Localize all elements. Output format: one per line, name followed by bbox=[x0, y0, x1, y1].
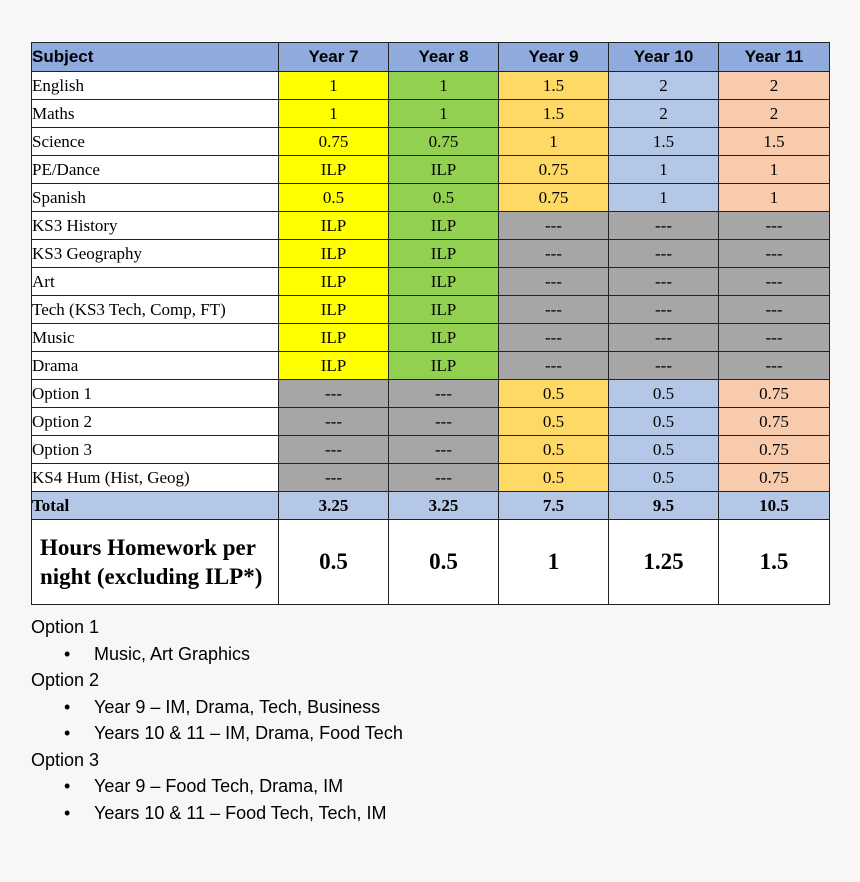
value-cell: 0.75 bbox=[719, 408, 830, 436]
value-cell: --- bbox=[389, 464, 499, 492]
hours-year-8: 0.5 bbox=[389, 520, 499, 605]
value-cell: 1.5 bbox=[609, 128, 719, 156]
value-cell: --- bbox=[499, 212, 609, 240]
value-cell: --- bbox=[609, 324, 719, 352]
value-cell: ILP bbox=[279, 268, 389, 296]
value-cell: --- bbox=[719, 240, 830, 268]
value-cell: 0.75 bbox=[499, 156, 609, 184]
value-cell: ILP bbox=[279, 156, 389, 184]
total-year-11: 10.5 bbox=[719, 492, 830, 520]
header-year-7: Year 7 bbox=[279, 43, 389, 72]
value-cell: 0.5 bbox=[609, 436, 719, 464]
value-cell: 1 bbox=[609, 156, 719, 184]
value-cell: 1 bbox=[389, 72, 499, 100]
list-item bbox=[31, 694, 403, 721]
value-cell: --- bbox=[719, 268, 830, 296]
list-item bbox=[31, 773, 403, 800]
value-cell: 0.75 bbox=[279, 128, 389, 156]
value-cell: --- bbox=[719, 324, 830, 352]
bullet-icon: • bbox=[64, 802, 71, 823]
value-cell: 1 bbox=[279, 100, 389, 128]
total-year-7: 3.25 bbox=[279, 492, 389, 520]
value-cell: --- bbox=[499, 296, 609, 324]
value-cell: 1 bbox=[279, 72, 389, 100]
value-cell: 0.75 bbox=[499, 184, 609, 212]
header-year-8: Year 8 bbox=[389, 43, 499, 72]
value-cell: 1 bbox=[719, 156, 830, 184]
table-row bbox=[32, 184, 830, 212]
table-row bbox=[32, 156, 830, 184]
value-cell: 0.75 bbox=[719, 464, 830, 492]
option-2-heading: Option 2 bbox=[31, 670, 100, 690]
value-cell: --- bbox=[499, 324, 609, 352]
value-cell: 1 bbox=[609, 184, 719, 212]
subject-cell: Tech (KS3 Tech, Comp, FT) bbox=[32, 296, 279, 324]
value-cell: ILP bbox=[389, 156, 499, 184]
header-row bbox=[32, 43, 830, 72]
value-cell: --- bbox=[279, 464, 389, 492]
value-cell: 0.75 bbox=[719, 380, 830, 408]
table-row bbox=[32, 380, 830, 408]
subject-cell: Drama bbox=[32, 352, 279, 380]
list-item-text: Years 10 & 11 – IM, Drama, Food Tech bbox=[94, 723, 403, 743]
list-item bbox=[31, 800, 403, 827]
value-cell: --- bbox=[279, 408, 389, 436]
table-row bbox=[32, 464, 830, 492]
option-3-heading: Option 3 bbox=[31, 749, 100, 770]
value-cell: 0.5 bbox=[609, 408, 719, 436]
value-cell: --- bbox=[499, 268, 609, 296]
list-item-text: Year 9 – IM, Drama, Tech, Business bbox=[94, 696, 381, 717]
value-cell: 2 bbox=[609, 72, 719, 100]
bullet-icon: • bbox=[64, 643, 71, 664]
subject-cell: Maths bbox=[32, 100, 279, 128]
value-cell: 0.5 bbox=[499, 464, 609, 492]
total-year-8: 3.25 bbox=[389, 492, 499, 520]
value-cell: --- bbox=[609, 212, 719, 240]
value-cell: ILP bbox=[389, 240, 499, 268]
table-row bbox=[32, 268, 830, 296]
hours-label: Hours Homework per night (excluding ILP*) bbox=[32, 520, 279, 605]
value-cell: --- bbox=[389, 408, 499, 436]
value-cell: 0.5 bbox=[499, 380, 609, 408]
value-cell: 2 bbox=[719, 72, 830, 100]
value-cell: 0.5 bbox=[609, 380, 719, 408]
hours-year-10: 1.25 bbox=[609, 520, 719, 605]
value-cell: 2 bbox=[609, 100, 719, 128]
table-row bbox=[32, 436, 830, 464]
homework-table bbox=[31, 42, 830, 605]
list-item-text: Music, Art Graphics bbox=[94, 643, 251, 664]
value-cell: --- bbox=[499, 352, 609, 380]
option-1-heading: Option 1 bbox=[31, 617, 100, 637]
bullet-icon: • bbox=[64, 776, 71, 796]
subject-cell: Spanish bbox=[32, 184, 279, 212]
hours-row bbox=[32, 520, 830, 605]
option-1-list bbox=[31, 641, 403, 668]
value-cell: 1.5 bbox=[499, 100, 609, 128]
value-cell: 1 bbox=[499, 128, 609, 156]
value-cell: 1 bbox=[719, 184, 830, 212]
hours-year-11: 1.5 bbox=[719, 520, 830, 605]
subject-cell: KS3 Geography bbox=[32, 240, 279, 268]
table-row bbox=[32, 212, 830, 240]
value-cell: ILP bbox=[389, 296, 499, 324]
hours-year-7: 0.5 bbox=[279, 520, 389, 605]
hours-year-9: 1 bbox=[499, 520, 609, 605]
total-year-10: 9.5 bbox=[609, 492, 719, 520]
header-year-9: Year 9 bbox=[499, 43, 609, 72]
table-row bbox=[32, 128, 830, 156]
subject-cell: PE/Dance bbox=[32, 156, 279, 184]
subject-cell: KS4 Hum (Hist, Geog) bbox=[32, 464, 279, 492]
value-cell: 0.75 bbox=[389, 128, 499, 156]
value-cell: 0.5 bbox=[609, 464, 719, 492]
list-item bbox=[31, 720, 403, 747]
header-subject: Subject bbox=[32, 43, 279, 72]
table-row bbox=[32, 352, 830, 380]
table-row bbox=[32, 240, 830, 268]
value-cell: ILP bbox=[389, 268, 499, 296]
list-item-text: Year 9 – Food Tech, Drama, IM bbox=[94, 776, 344, 796]
subject-cell: Option 1 bbox=[32, 380, 279, 408]
value-cell: --- bbox=[719, 296, 830, 324]
total-label: Total bbox=[32, 492, 279, 520]
value-cell: 0.5 bbox=[279, 184, 389, 212]
value-cell: --- bbox=[719, 352, 830, 380]
total-row bbox=[32, 492, 830, 520]
subject-cell: Music bbox=[32, 324, 279, 352]
value-cell: 0.75 bbox=[719, 436, 830, 464]
options-notes bbox=[31, 614, 403, 826]
value-cell: 1 bbox=[389, 100, 499, 128]
header-year-11: Year 11 bbox=[719, 43, 830, 72]
table-row bbox=[32, 408, 830, 436]
value-cell: ILP bbox=[279, 324, 389, 352]
value-cell: ILP bbox=[389, 212, 499, 240]
option-2-list bbox=[31, 694, 403, 747]
value-cell: --- bbox=[609, 352, 719, 380]
table-row bbox=[32, 324, 830, 352]
value-cell: --- bbox=[389, 380, 499, 408]
value-cell: --- bbox=[719, 212, 830, 240]
value-cell: ILP bbox=[279, 240, 389, 268]
value-cell: --- bbox=[389, 436, 499, 464]
subject-cell: Option 2 bbox=[32, 408, 279, 436]
value-cell: 0.5 bbox=[499, 436, 609, 464]
value-cell: --- bbox=[279, 380, 389, 408]
option-3-list bbox=[31, 773, 403, 826]
table-row bbox=[32, 72, 830, 100]
value-cell: 0.5 bbox=[389, 184, 499, 212]
subject-cell: KS3 History bbox=[32, 212, 279, 240]
subject-cell: Option 3 bbox=[32, 436, 279, 464]
value-cell: ILP bbox=[279, 352, 389, 380]
subject-cell: Science bbox=[32, 128, 279, 156]
bullet-icon: • bbox=[64, 723, 71, 743]
list-item-text: Years 10 & 11 – Food Tech, Tech, IM bbox=[94, 802, 387, 823]
value-cell: --- bbox=[609, 296, 719, 324]
value-cell: ILP bbox=[389, 352, 499, 380]
subject-cell: Art bbox=[32, 268, 279, 296]
value-cell: --- bbox=[499, 240, 609, 268]
header-year-10: Year 10 bbox=[609, 43, 719, 72]
value-cell: ILP bbox=[279, 296, 389, 324]
table-row bbox=[32, 100, 830, 128]
value-cell: 2 bbox=[719, 100, 830, 128]
total-year-9: 7.5 bbox=[499, 492, 609, 520]
bullet-icon: • bbox=[64, 696, 71, 717]
subject-cell: English bbox=[32, 72, 279, 100]
value-cell: --- bbox=[279, 436, 389, 464]
value-cell: 1.5 bbox=[499, 72, 609, 100]
value-cell: --- bbox=[609, 268, 719, 296]
value-cell: --- bbox=[609, 240, 719, 268]
table-row bbox=[32, 296, 830, 324]
value-cell: ILP bbox=[389, 324, 499, 352]
value-cell: ILP bbox=[279, 212, 389, 240]
value-cell: 1.5 bbox=[719, 128, 830, 156]
list-item bbox=[31, 641, 403, 668]
value-cell: 0.5 bbox=[499, 408, 609, 436]
